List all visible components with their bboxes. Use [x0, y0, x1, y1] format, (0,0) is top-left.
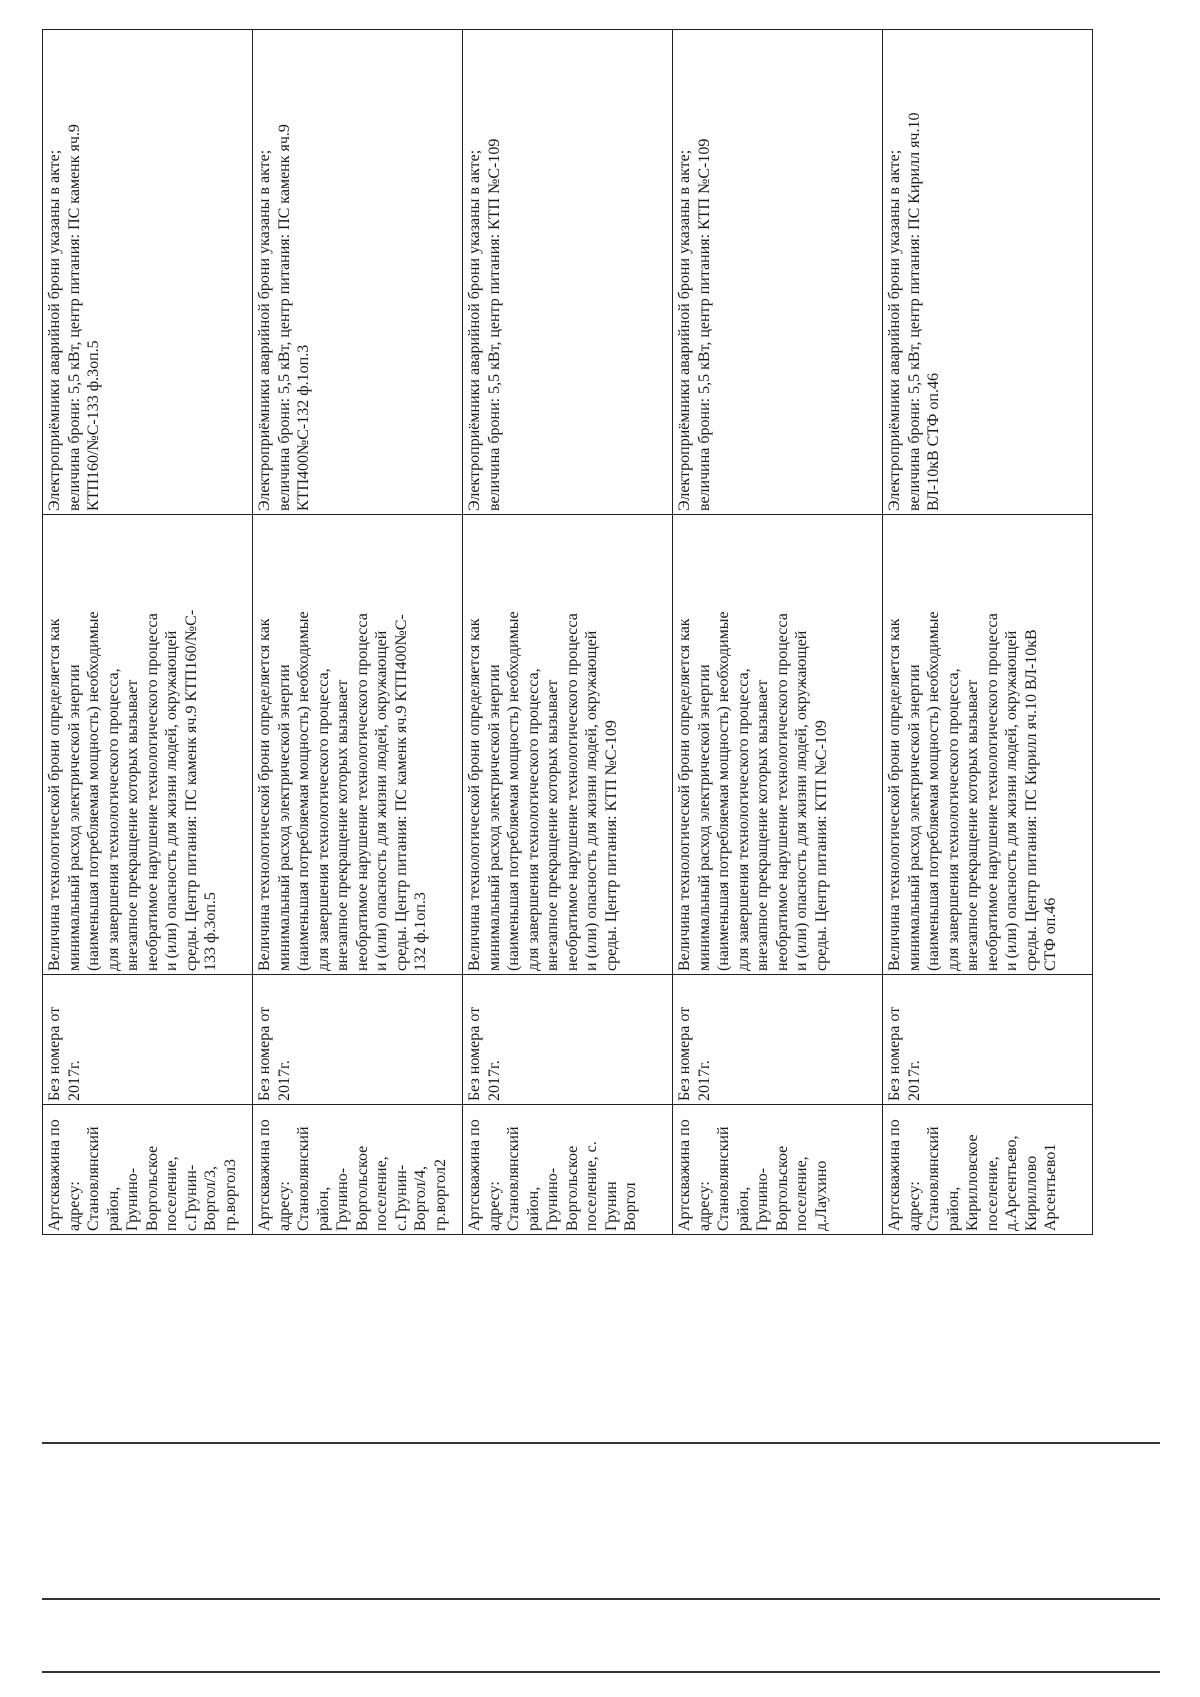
- divider-line: [42, 1442, 1160, 1444]
- tech-reserve-cell: Величина технологической брони определяется как минимальный расход электрической энергии (наименьшая потребляемая мощность) необходимые для завершения технологического процесса, внезапное прекращение которых вызывает необратимое нарушение технологического процесса и (или) опасность для жизни людей, окружающей среды. Центр питания: ПС каменк яч.9 КТП400№С- 132 ф.1оп.3: [253, 515, 463, 975]
- emergency-reserve-cell: Электроприёмники аварийной брони указаны в акте; величина брони: 5,5 кВт, центр питания: ПС каменк яч.9 КТП160/№С-133 ф.3оп.5: [43, 30, 253, 515]
- emergency-reserve-cell: Электроприёмники аварийной брони указаны в акте; величина брони: 5,5 кВт, центр питания: ПС Кирилл яч.10 ВЛ-10кВ СТФ оп.46: [883, 30, 1093, 515]
- tech-reserve-cell: Величина технологической брони определяется как минимальный расход электрической энергии (наименьшая потребляемая мощность) необходимые для завершения технологического процесса, внезапное прекращение которых вызывает необратимое нарушение технологического процесса и (или) опасность для жизни людей, окружающей среды. Центр питания: ПС каменк яч.9 КТП160/№С- 133 ф.3оп.5: [43, 515, 253, 975]
- act-cell: Без номера от 2017г.: [883, 975, 1093, 1105]
- act-cell: Без номера от 2017г.: [673, 975, 883, 1105]
- tech-reserve-cell: Величина технологической брони определяется как минимальный расход электрической энергии (наименьшая потребляемая мощность) необходимые для завершения технологического процесса, внезапное прекращение которых вызывает необратимое нарушение технологического процесса и (или) опасность для жизни людей, окружающей среды. Центр питания: ПС Кирилл яч.10 ВЛ-10кВ СТФ оп.46: [883, 515, 1093, 975]
- act-cell: Без номера от 2017г.: [253, 975, 463, 1105]
- tech-reserve-cell: Величина технологической брони определяется как минимальный расход электрической энергии (наименьшая потребляемая мощность) необходимые для завершения технологического процесса, внезапное прекращение которых вызывает необратимое нарушение технологического процесса и (или) опасность для жизни людей, окружающей среды. Центр питания: КТП №С-109: [463, 515, 673, 975]
- act-cell: Без номера от 2017г.: [463, 975, 673, 1105]
- table-row: [673, 30, 883, 1235]
- divider-line: [42, 1598, 1160, 1600]
- address-cell: Артскважина по адресу: Становлянский район, Грунино-Воргольское поселение, с.Грунин- Воргол/4, гр.воргол2: [253, 1105, 463, 1235]
- address-cell: Артскважина по адресу: Становлянский район, Грунино-Воргольское поселение, с. Грунин Воргол: [463, 1105, 673, 1235]
- divider-line: [42, 1671, 1160, 1673]
- table-row: [463, 30, 673, 1235]
- rotated-page: [30, 35, 1130, 1575]
- address-cell: Артскважина по адресу: Становлянский район, Кирилловское поселение, д.Арсентьево, Кириллово Арсентьево1: [883, 1105, 1093, 1235]
- address-cell: Артскважина по адресу: Становлянский район, Грунино-Воргольское поселение, с.Грунин- Воргол/3, гр.воргол3: [43, 1105, 253, 1235]
- act-cell: Без номера от 2017г.: [43, 975, 253, 1105]
- table-row: [883, 30, 1093, 1235]
- table-row: [253, 30, 463, 1235]
- address-cell: Артскважина по адресу: Становлянский район, Грунино-Воргольское поселение, д.Лаухино: [673, 1105, 883, 1235]
- emergency-reserve-cell: Электроприёмники аварийной брони указаны в акте; величина брони: 5,5 кВт, центр питания: КТП №С-109: [463, 30, 673, 515]
- table-row: [43, 30, 253, 1235]
- reserve-table: [42, 29, 1093, 1235]
- emergency-reserve-cell: Электроприёмники аварийной брони указаны в акте; величина брони: 5,5 кВт, центр питания: КТП №С-109: [673, 30, 883, 515]
- emergency-reserve-cell: Электроприёмники аварийной брони указаны в акте; величина брони: 5,5 кВт, центр питания: ПС каменк яч.9 КТП400№С-132 ф.1оп.3: [253, 30, 463, 515]
- tech-reserve-cell: Величина технологической брони определяется как минимальный расход электрической энергии (наименьшая потребляемая мощность) необходимые для завершения технологического процесса, внезапное прекращение которых вызывает необратимое нарушение технологического процесса и (или) опасность для жизни людей, окружающей среды. Центр питания: КТП №С-109: [673, 515, 883, 975]
